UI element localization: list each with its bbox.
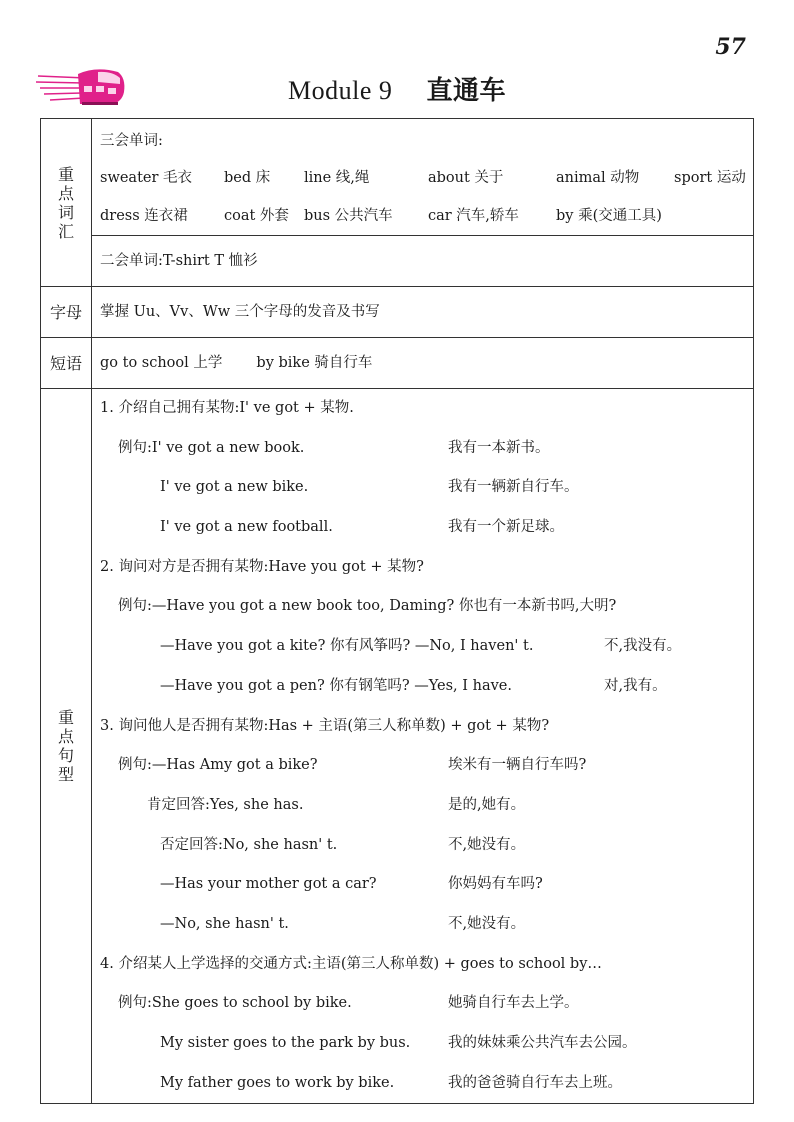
vocab-row-2	[100, 197, 753, 235]
example-line: —Has your mother got a car? 你妈妈有车吗?	[160, 876, 543, 893]
letters-label: 字母	[41, 287, 92, 338]
example-line: 否定回答:No, she hasn' t. 不,她没有。	[160, 836, 526, 853]
sentence-heading-3: 3. 询问他人是否拥有某物:Has + 主语(第三人称单数) + got + 某物?	[100, 717, 550, 734]
phrase-item: go to school 上学	[100, 355, 223, 371]
vocab-level2: 二会单词:T-shirt T 恤衫	[92, 236, 754, 287]
summary-table	[40, 118, 754, 1104]
vocab-item: animal 动物	[556, 170, 640, 186]
sentence-heading-1: 1. 介绍自己拥有某物:I' ve got + 某物.	[100, 400, 354, 416]
vocab-item: by 乘(交通工具)	[556, 208, 662, 224]
example-line: I' ve got a new football. 我有一个新足球。	[160, 519, 564, 536]
sentence-heading-4: 4. 介绍某人上学选择的交通方式:主语(第三人称单数) + goes to school by…	[100, 955, 602, 972]
phrases-label: 短语	[41, 338, 92, 389]
example-line: 例句:I' ve got a new book. 我有一本新书。	[118, 439, 550, 456]
example-line: I' ve got a new bike. 我有一辆新自行车。	[160, 479, 579, 496]
vocab-item: sweater 毛衣	[100, 170, 193, 186]
vocab-label: 重 点 词 汇	[41, 119, 92, 287]
phrases-cell	[92, 338, 754, 389]
example-line: 例句:—Have you got a new book too, Daming? 你也有一本新书吗,大明?	[118, 598, 617, 615]
page-number: 57	[715, 34, 746, 60]
sentences-label: 重 点 句 型	[41, 389, 92, 1104]
sentences-cell	[92, 389, 754, 1104]
example-line: —Have you got a kite? 你有风筝吗? —No, I haven' t. 不,我没有。	[160, 638, 682, 655]
vocab-item: line 线,绳	[304, 170, 370, 186]
vocab-item: sport 运动	[674, 170, 746, 186]
module-title: Module 9	[288, 76, 393, 105]
example-line: 例句:She goes to school by bike. 她骑自行车去上学。	[118, 995, 579, 1012]
letters-text: 掌握 Uu、Vv、Ww 三个字母的发音及书写	[92, 287, 754, 338]
example-line: My sister goes to the park by bus. 我的妹妹乘公共汽车去公园。	[160, 1035, 637, 1051]
vocab-item: about 关于	[428, 170, 504, 186]
sentence-heading-2: 2. 询问对方是否拥有某物:Have you got + 某物?	[100, 558, 424, 575]
vocab-item: coat 外套	[224, 208, 289, 224]
example-line: 肯定回答:Yes, she has. 是的,她有。	[147, 796, 526, 813]
example-line: My father goes to work by bike. 我的爸爸骑自行车去上班。	[160, 1074, 622, 1091]
page-title	[0, 70, 794, 107]
vocab-item: dress 连衣裙	[100, 208, 188, 224]
example-line: —Have you got a pen? 你有钢笔吗? —Yes, I have. 对,我有。	[160, 677, 667, 694]
example-line: —No, she hasn' t. 不,她没有。	[160, 915, 526, 932]
vocab-level3-title: 三会单词:	[100, 133, 163, 149]
phrase-item: by bike 骑自行车	[256, 355, 373, 371]
vocab-item: car 汽车,轿车	[428, 208, 519, 224]
vocab-item: bed 床	[224, 170, 271, 186]
example-line: 例句:—Has Amy got a bike? 埃米有一辆自行车吗?	[118, 757, 587, 774]
vocab-row-1	[100, 159, 753, 197]
vocab-level3-cell	[92, 119, 754, 236]
vocab-item: bus 公共汽车	[304, 208, 393, 224]
module-title-cn: 直通车	[426, 76, 506, 106]
